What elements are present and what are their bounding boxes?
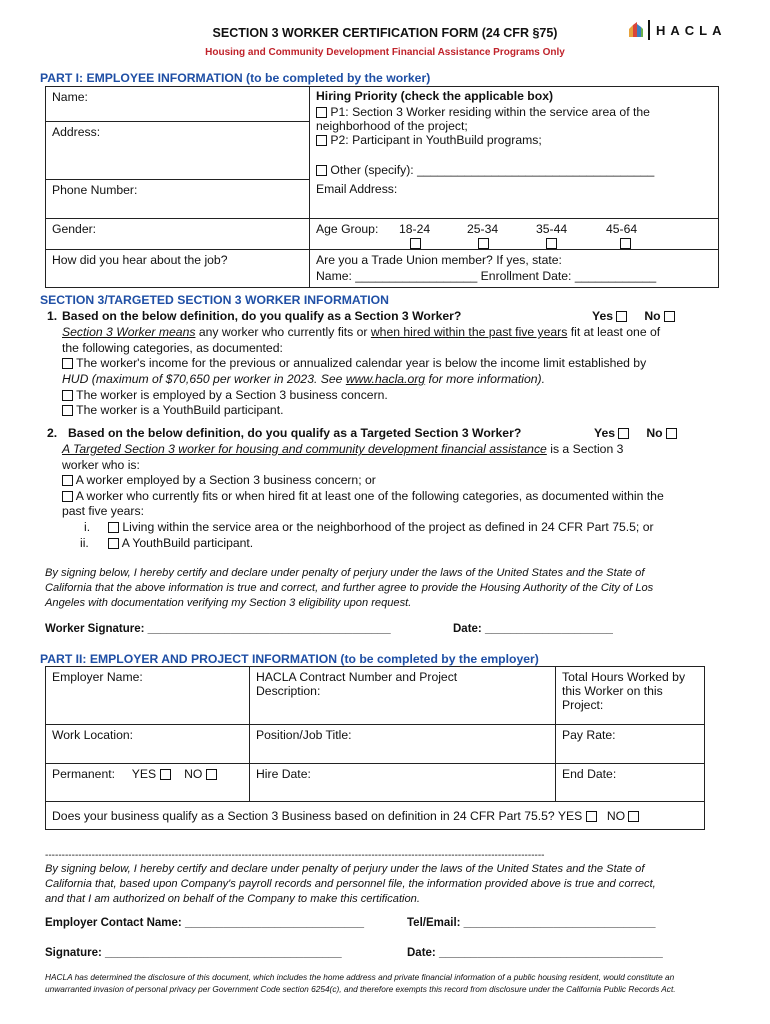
q2-cat2-line2: past five years: (62, 504, 144, 518)
employer-name-label: Employer Name: (52, 670, 143, 684)
employer-contact-name-field[interactable]: Employer Contact Name: ____________________________ (45, 917, 365, 929)
q1-yes-no (592, 309, 675, 325)
p2-label: P2: Participant in YouthBuild programs; (330, 133, 542, 147)
worker-declaration-line3: Angeles with documentation verifying my Section 3 eligibility upon request. (45, 597, 412, 609)
p1-label: P1: Section 3 Worker residing within the service area of the (330, 105, 650, 119)
q1-cat1 (62, 356, 646, 372)
hire-date-label: Hire Date: (256, 767, 311, 781)
hiring-priority-heading: Hiring Priority (check the applicable box) (316, 89, 554, 103)
q1-no-label: No (644, 309, 661, 323)
union-question: Are you a Trade Union member? If yes, state: (316, 252, 562, 267)
q1-number: 1. (47, 309, 58, 323)
q2-cat2-checkbox[interactable] (62, 491, 73, 502)
email-cell[interactable] (310, 179, 719, 218)
q2-sub-i-number: i. (84, 520, 91, 534)
end-date-label: End Date: (562, 767, 617, 781)
house-logo-icon (628, 22, 644, 38)
age-group-cell (310, 218, 719, 249)
end-date-cell[interactable] (556, 764, 705, 802)
age-45-64-label: 45-64 (606, 221, 638, 236)
age-25-34-checkbox[interactable] (478, 238, 489, 249)
part1-heading: PART I: EMPLOYEE INFORMATION (to be completed by the worker) (40, 71, 431, 85)
q2-no-checkbox[interactable] (666, 428, 677, 439)
q1-definition (62, 325, 660, 341)
p2-checkbox[interactable] (316, 135, 327, 146)
q2-sub-i-checkbox[interactable] (108, 522, 119, 533)
pay-rate-label: Pay Rate: (562, 728, 616, 742)
q2-cat2-text: A worker who currently fits or when hired fit at least one of the following categories, as documented within the (75, 489, 664, 503)
part2-heading: PART II: EMPLOYER AND PROJECT INFORMATION (to be completed by the employer) (40, 652, 539, 666)
q1-cat2-text: The worker is employed by a Section 3 business concern. (76, 388, 388, 402)
q1-yes-label: Yes (592, 309, 614, 323)
worker-declaration-line2: California that the above information is true and correct, and further agree to provide the Housing Authority of the City of Los (45, 582, 654, 594)
permanent-cell (46, 764, 250, 802)
union-name-enrollment: Name: __________________ Enrollment Date: ____________ (316, 268, 657, 283)
employer-tel-email-field[interactable]: Tel/Email: ______________________________ (407, 917, 656, 929)
q2-cat1-checkbox[interactable] (62, 475, 73, 486)
business-no-checkbox[interactable] (628, 811, 639, 822)
permanent-label: Permanent: (52, 767, 116, 781)
logo-text: HACLA (656, 22, 727, 38)
permanent-yes-checkbox[interactable] (160, 769, 171, 780)
q2-number: 2. (47, 426, 58, 440)
business-yes-checkbox[interactable] (586, 811, 597, 822)
q1-def-term: Section 3 Worker means (62, 325, 196, 339)
address-cell[interactable] (46, 121, 310, 179)
hear-about-job-cell[interactable] (46, 249, 310, 287)
q1-cat1-line2-end: for more information). (425, 372, 545, 386)
q2-sub-i-text: Living within the service area or the neighborhood of the project as defined in 24 CFR Part 75.5; or (122, 520, 654, 534)
q2-def-line2: worker who is: (62, 458, 140, 472)
employer-declaration-line3: and that I am authorized on behalf of the Company to make this certification. (45, 893, 420, 905)
q2-no-label: No (646, 426, 663, 440)
work-location-label: Work Location: (52, 728, 134, 742)
q1-cat1-line2 (62, 372, 545, 388)
union-cell[interactable] (310, 249, 719, 287)
hacla-link[interactable]: www.hacla.org (345, 372, 426, 386)
position-label: Position/Job Title: (256, 728, 352, 742)
employer-declaration-line1: By signing below, I hereby certify and declare under penalty of perjury under the laws of the United States and the State of (45, 863, 645, 875)
total-hours-line3: Project: (562, 698, 604, 712)
gender-cell[interactable] (46, 218, 310, 249)
hacla-logo (628, 20, 727, 40)
name-cell[interactable] (46, 87, 310, 122)
email-label: Email Address: (316, 182, 398, 196)
employer-declaration-line2: California that, based upon Company's payroll records and personnel file, the information provided above is true and correct, (45, 878, 656, 890)
q2-question: Based on the below definition, do you qualify as a Targeted Section 3 Worker? (68, 426, 522, 440)
q1-cat3 (62, 403, 283, 419)
p1-label-cont: neighborhood of the project; (316, 119, 468, 133)
hire-date-cell[interactable] (250, 764, 556, 802)
age-45-64-checkbox[interactable] (620, 238, 631, 249)
section3-heading: SECTION 3/TARGETED SECTION 3 WORKER INFORMATION (40, 293, 389, 307)
q2-sub-i (108, 520, 654, 536)
separator-dashes: ------------------------------------------------------------------------------------------------------------------------------------------------------ (45, 850, 545, 861)
employee-info-table (45, 86, 719, 288)
employer-info-table (45, 666, 705, 830)
section3-business-question: Does your business qualify as a Section 3 Business based on definition in 24 CFR Part 75.5? (52, 808, 555, 823)
contract-label-line1: HACLA Contract Number and Project (256, 670, 458, 684)
hiring-priority-cell (310, 87, 719, 180)
employer-date-field[interactable]: Date: ___________________________________ (407, 947, 663, 959)
employer-signature-field[interactable]: Signature: _____________________________________ (45, 947, 342, 959)
worker-declaration-line1: By signing below, I hereby certify and declare under penalty of perjury under the laws of the United States and the State of (45, 567, 645, 579)
q1-cat2 (62, 388, 388, 404)
age-18-24-label: 18-24 (399, 221, 431, 236)
q2-sub-ii-number: ii. (80, 536, 89, 550)
q1-cat2-checkbox[interactable] (62, 390, 73, 401)
employer-name-cell[interactable] (46, 667, 250, 725)
q2-sub-ii (108, 536, 253, 552)
other-label: Other (specify): ___________________________________ (330, 163, 655, 177)
q1-def-end: fit at least one of (567, 325, 661, 339)
address-label: Address: (52, 124, 101, 139)
q1-no-checkbox[interactable] (664, 311, 675, 322)
phone-cell[interactable] (46, 179, 310, 218)
q1-def-line2: the following categories, as documented: (62, 341, 283, 355)
form-subtitle: Housing and Community Development Financial Assistance Programs Only (205, 47, 565, 58)
q1-cat1-checkbox[interactable] (62, 358, 73, 369)
worker-date-field[interactable]: Date: ____________________ (453, 623, 613, 635)
gender-label: Gender: (52, 221, 97, 236)
age-group-label: Age Group: (316, 221, 379, 236)
worker-signature-field[interactable]: Worker Signature: ______________________________________ (45, 623, 391, 635)
age-35-44-checkbox[interactable] (546, 238, 557, 249)
q1-def-mid: any worker who currently fits or (195, 325, 371, 339)
q2-sub-ii-text: A YouthBuild participant. (121, 536, 254, 550)
q2-definition (62, 442, 623, 458)
name-label: Name: (52, 90, 88, 104)
q2-yes-label: Yes (594, 426, 616, 440)
permanent-no-checkbox[interactable] (206, 769, 217, 780)
total-hours-cell[interactable] (556, 667, 705, 725)
phone-label: Phone Number: (52, 182, 138, 197)
privacy-footer-line1: HACLA has determined the disclosure of this document, which includes the home address and private financial information of a public housing resident, would constitute an (45, 972, 675, 982)
q1-def-term2: when hired within the past five years (370, 325, 568, 339)
age-35-44-label: 35-44 (536, 221, 568, 236)
q1-cat1-text: The worker's income for the previous or annualized calendar year is below the income limit established by (76, 356, 647, 370)
section3-business-cell (46, 802, 705, 830)
permanent-no-label: NO (184, 767, 203, 781)
work-location-cell[interactable] (46, 725, 250, 764)
q2-cat1-text: A worker employed by a Section 3 business concern; or (75, 473, 376, 487)
q2-cat1 (62, 473, 376, 489)
q1-cat3-checkbox[interactable] (62, 405, 73, 416)
total-hours-line2: this Worker on this (562, 684, 663, 698)
q2-yes-no (594, 426, 677, 442)
contract-cell[interactable] (250, 667, 556, 725)
contract-label-line2: Description: (256, 684, 321, 698)
q2-def-end: is a Section 3 (546, 442, 624, 456)
form-title: SECTION 3 WORKER CERTIFICATION FORM (24 CFR §75) (212, 26, 558, 40)
age-25-34-label: 25-34 (467, 221, 499, 236)
business-yes-label: YES (557, 808, 583, 823)
q2-yes-checkbox[interactable] (618, 428, 629, 439)
q2-sub-ii-checkbox[interactable] (108, 538, 119, 549)
p1-checkbox[interactable] (316, 107, 327, 118)
business-no-label: NO (606, 808, 626, 823)
q1-cat3-text: The worker is a YouthBuild participant. (76, 403, 284, 417)
privacy-footer-line2: unwarranted invasion of personal privacy per Government Code section 6254(c), and therefore exempts this record from disclosure under the California Public Records Act. (45, 984, 676, 994)
other-checkbox[interactable] (316, 165, 327, 176)
q1-yes-checkbox[interactable] (616, 311, 627, 322)
permanent-yes-label: YES (131, 767, 157, 781)
hear-about-job-label: How did you hear about the job? (52, 252, 228, 267)
q1-cat1-line2-text: HUD (maximum of $70,650 per worker in 2023. See (62, 372, 346, 386)
total-hours-line1: Total Hours Worked by (562, 670, 686, 684)
pay-rate-cell[interactable] (556, 725, 705, 764)
position-cell[interactable] (250, 725, 556, 764)
q2-def-term: A Targeted Section 3 worker for housing and community development financial assistance (62, 442, 547, 456)
q1-question: Based on the below definition, do you qualify as a Section 3 Worker? (62, 309, 462, 323)
age-18-24-checkbox[interactable] (410, 238, 421, 249)
q2-cat2 (62, 489, 664, 505)
